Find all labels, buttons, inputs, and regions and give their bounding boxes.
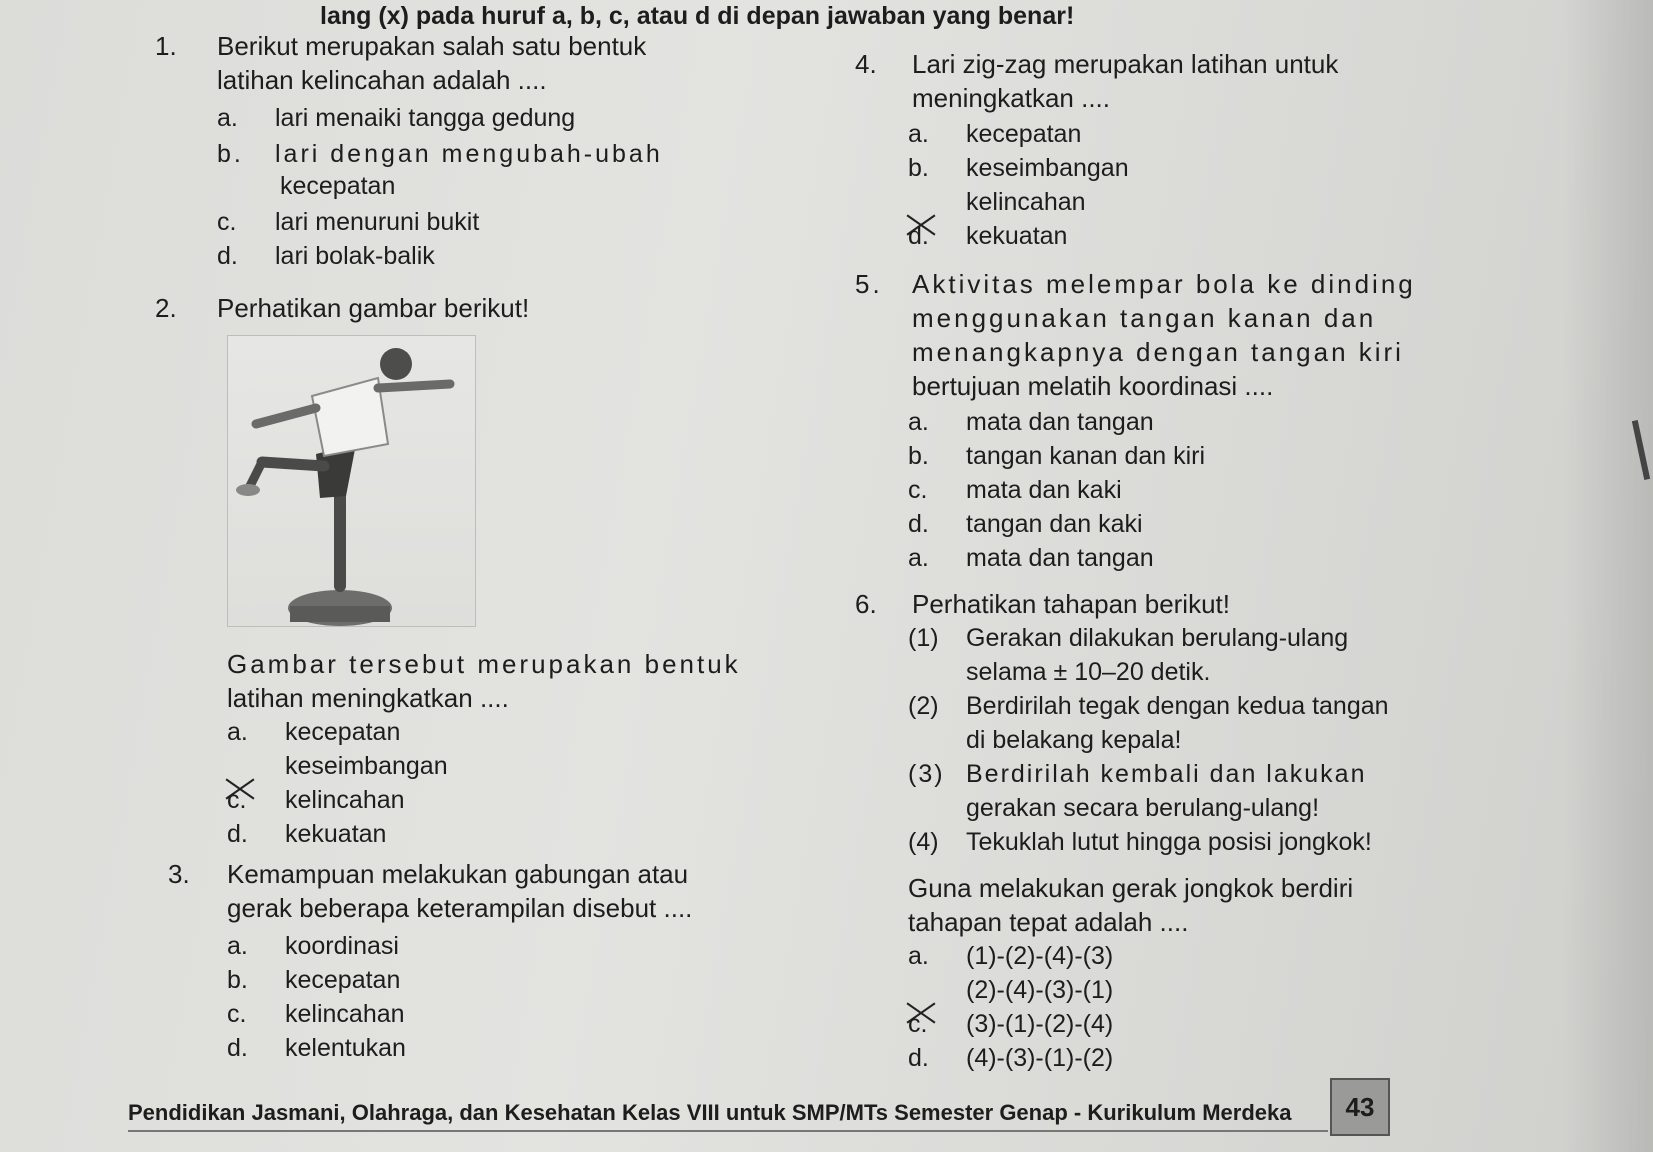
instruction-text: lang (x) pada huruf a, b, c, atau d di depan jawaban yang benar!: [320, 2, 1075, 30]
option-letter: c.: [908, 476, 928, 504]
question-number: 3.: [168, 859, 190, 889]
option-letter: d.: [908, 222, 929, 250]
option-a[interactable]: [908, 408, 1154, 437]
option-text: keseimbangan: [285, 752, 448, 780]
question-stem: Aktivitas melempar bola ke dinding: [912, 269, 1416, 299]
option-letter: a.: [227, 718, 248, 746]
option-text: kecepatan: [285, 966, 401, 994]
option-text: (1)-(2)-(4)-(3): [966, 942, 1114, 970]
option-text: kecepatan: [285, 718, 401, 746]
option-text: kekuatan: [285, 820, 387, 848]
question-stem: Perhatikan gambar berikut!: [217, 293, 530, 323]
question-number: 4.: [855, 49, 877, 79]
option-text: mata dan kaki: [966, 476, 1122, 504]
option-a[interactable]: [908, 942, 1113, 971]
step-2-continued: di belakang kepala!: [966, 726, 1182, 754]
option-text: mata dan tangan: [966, 544, 1154, 572]
question-stem: Lari zig-zag merupakan latihan untuk: [912, 49, 1339, 79]
step-4: [908, 828, 1372, 857]
step-number: (1): [908, 624, 939, 652]
page-shadow: [1563, 0, 1653, 1152]
option-text: tangan dan kaki: [966, 510, 1143, 538]
option-text: tangan kanan dan kiri: [966, 442, 1206, 470]
option-text: mata dan tangan: [966, 408, 1154, 436]
question-number: 2.: [155, 293, 177, 323]
step-text: Gerakan dilakukan berulang-ulang: [966, 624, 1349, 652]
question-prompt: tahapan tepat adalah ....: [908, 907, 1189, 937]
option-text: keseimbangan: [966, 154, 1129, 182]
option-letter: b.: [217, 140, 244, 168]
question-stem: menangkapnya dengan tangan kiri: [912, 337, 1404, 367]
option-b-marked[interactable]: [908, 976, 1113, 1005]
option-text: kelincahan: [285, 1000, 405, 1028]
option-letter: b.: [908, 442, 929, 470]
option-text: kelincahan: [966, 188, 1086, 216]
question-stem: Kemampuan melakukan gabungan atau: [227, 859, 689, 889]
option-b[interactable]: [908, 442, 1205, 471]
option-text: (4)-(3)-(1)-(2): [966, 1044, 1114, 1072]
option-a[interactable]: [908, 120, 1081, 149]
question-stem: menggunakan tangan kanan dan: [912, 303, 1377, 333]
option-d[interactable]: [908, 222, 1067, 251]
option-c[interactable]: [227, 786, 405, 815]
step-text: Berdirilah kembali dan lakukan: [966, 760, 1367, 788]
option-letter: d.: [227, 1034, 248, 1062]
question-stem: gerak beberapa keterampilan disebut ....: [227, 893, 693, 923]
option-d[interactable]: [908, 510, 1143, 539]
option-letter: a.: [217, 104, 238, 132]
balance-board-figure: [228, 336, 475, 626]
question-stem: latihan meningkatkan ....: [227, 683, 509, 713]
option-letter: a.: [908, 408, 929, 436]
question-number: 6.: [855, 589, 877, 619]
step-1: [908, 624, 1348, 653]
option-d[interactable]: [217, 242, 435, 271]
step-text: Berdirilah tegak dengan kedua tangan: [966, 692, 1389, 720]
option-d[interactable]: [908, 1044, 1113, 1073]
step-number: (3): [908, 760, 945, 788]
option-text: koordinasi: [285, 932, 399, 960]
option-d[interactable]: [227, 1034, 406, 1063]
question-number: 1.: [155, 31, 177, 61]
question-number: 5.: [855, 269, 883, 299]
option-c[interactable]: [217, 208, 479, 237]
footer-rule: [128, 1130, 1328, 1132]
option-text: kelentukan: [285, 1034, 406, 1062]
option-c[interactable]: [908, 476, 1122, 505]
option-letter: d.: [227, 820, 248, 848]
option-letter: a.: [908, 120, 929, 148]
option-a[interactable]: [227, 932, 399, 961]
question-stem: bertujuan melatih koordinasi ....: [912, 371, 1274, 401]
step-1-continued: selama ± 10–20 detik.: [966, 658, 1211, 686]
option-c-marked[interactable]: [908, 188, 1086, 217]
option-b[interactable]: [217, 140, 663, 169]
question-stem: Berikut merupakan salah satu bentuk: [217, 31, 647, 61]
option-text: kekuatan: [966, 222, 1068, 250]
option-text: kecepatan: [966, 120, 1082, 148]
balance-exercise-photo: [227, 335, 476, 627]
page-number: 43: [1330, 1078, 1390, 1136]
option-b-continued: kecepatan: [280, 172, 396, 200]
option-c[interactable]: [227, 1000, 405, 1029]
option-text: lari menaiki tangga gedung: [275, 104, 576, 132]
option-letter: d.: [217, 242, 238, 270]
question-stem: meningkatkan ....: [912, 83, 1110, 113]
step-text: Tekuklah lutut hingga posisi jongkok!: [966, 828, 1372, 856]
option-letter: b.: [908, 154, 929, 182]
question-stem: Perhatikan tahapan berikut!: [912, 589, 1230, 619]
step-2: [908, 692, 1389, 721]
option-letter: a.: [227, 932, 248, 960]
option-b-marked[interactable]: [227, 752, 448, 781]
option-text: lari menuruni bukit: [275, 208, 480, 236]
option-letter: c.: [217, 208, 237, 236]
option-letter: c.: [227, 1000, 247, 1028]
step-number: (2): [908, 692, 939, 720]
option-text: kelincahan: [285, 786, 405, 814]
option-letter: b.: [227, 966, 248, 994]
question-stem: latihan kelincahan adalah ....: [217, 65, 547, 95]
page-footer: Pendidikan Jasmani, Olahraga, dan Kesehatan Kelas VIII untuk SMP/MTs Semester Genap - Kurikulum Merdeka: [128, 1100, 1292, 1125]
question-stem: Gambar tersebut merupakan bentuk: [227, 649, 741, 679]
step-number: (4): [908, 828, 939, 856]
option-letter: d.: [908, 510, 929, 538]
step-3-continued: gerakan secara berulang-ulang!: [966, 794, 1320, 822]
option-letter: d.: [908, 1044, 929, 1072]
option-d[interactable]: [227, 820, 386, 849]
option-letter: c.: [227, 786, 247, 814]
option-c[interactable]: [908, 1010, 1113, 1039]
option-b[interactable]: [908, 154, 1129, 183]
option-text: lari bolak-balik: [275, 242, 435, 270]
option-letter: a.: [908, 942, 929, 970]
option-b[interactable]: [227, 966, 400, 995]
option-a-repeat[interactable]: [908, 544, 1154, 573]
option-a[interactable]: [227, 718, 400, 747]
option-text: (2)-(4)-(3)-(1): [966, 976, 1114, 1004]
option-letter: a.: [908, 544, 929, 572]
option-letter: c.: [908, 1010, 928, 1038]
step-3: [908, 760, 1366, 789]
option-a[interactable]: [217, 104, 575, 133]
option-text: lari dengan mengubah-ubah: [275, 140, 663, 168]
option-text: (3)-(1)-(2)-(4): [966, 1010, 1114, 1038]
question-prompt: Guna melakukan gerak jongkok berdiri: [908, 873, 1354, 903]
